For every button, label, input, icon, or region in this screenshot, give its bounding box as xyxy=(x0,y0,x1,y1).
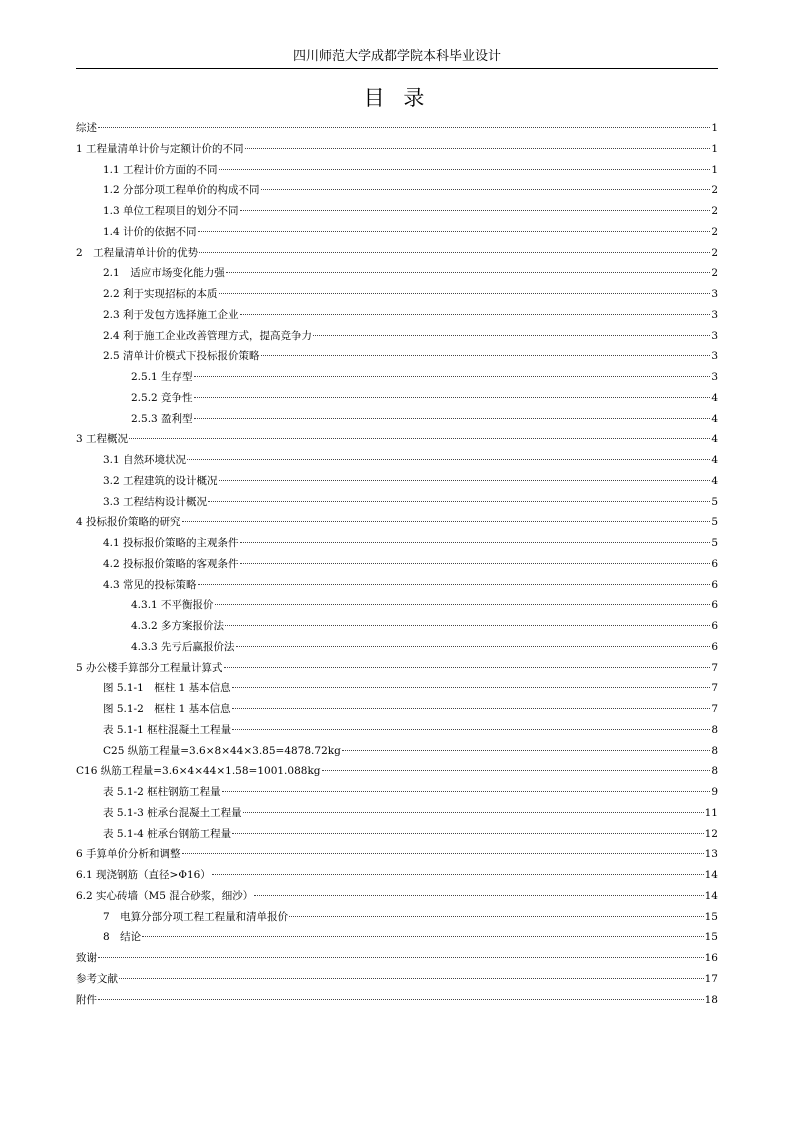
toc-entry[interactable] xyxy=(76,844,718,865)
toc-entry-label: 2.5 清单计价模式下投标报价策略 xyxy=(103,350,260,363)
dot-leader xyxy=(243,812,704,813)
toc-entry-page-number: 12 xyxy=(704,827,718,840)
dot-leader xyxy=(225,625,710,626)
dot-leader xyxy=(222,791,711,792)
dot-leader xyxy=(240,314,711,315)
toc-entry[interactable] xyxy=(76,803,718,824)
toc-entry-label: 4.3 常见的投标策略 xyxy=(103,578,197,591)
toc-entry[interactable] xyxy=(76,201,718,222)
dot-leader xyxy=(219,293,711,294)
toc-entry[interactable] xyxy=(76,180,718,201)
toc-entry[interactable] xyxy=(76,720,718,741)
toc-entry-page-number: 17 xyxy=(704,972,718,985)
toc-entry[interactable] xyxy=(76,595,718,616)
dot-leader xyxy=(194,418,711,419)
toc-entry-label: 4.3.2 多方案报价法 xyxy=(131,620,225,632)
toc-entry-label: 3.3 工程结构设计概况 xyxy=(103,495,208,508)
dot-leader xyxy=(261,189,711,190)
toc-entry-label: 附件 xyxy=(76,993,97,1006)
toc-entry[interactable] xyxy=(76,326,718,347)
toc-entry[interactable] xyxy=(76,699,718,720)
toc-entry-page-number: 14 xyxy=(704,869,718,881)
toc-entry-label: 图 5.1-1 框柱 1 基本信息 xyxy=(103,682,231,695)
toc-entry[interactable] xyxy=(76,927,718,948)
toc-entry-label: 表 5.1-2 框柱钢筋工程量 xyxy=(103,786,221,798)
toc-entry[interactable] xyxy=(76,761,718,782)
toc-entry-page-number: 3 xyxy=(711,308,718,321)
toc-entry-page-number: 2 xyxy=(711,267,718,280)
toc-entry[interactable] xyxy=(76,782,718,803)
toc-entry-page-number: 6 xyxy=(711,640,718,653)
toc-entry-page-number: 4 xyxy=(711,433,718,446)
toc-entry[interactable] xyxy=(76,990,718,1011)
toc-entry-page-number: 7 xyxy=(711,682,718,695)
toc-entry[interactable] xyxy=(76,263,718,284)
toc-entry[interactable] xyxy=(76,616,718,637)
dot-leader xyxy=(289,916,703,917)
toc-entry-page-number: 3 xyxy=(711,288,718,300)
toc-entry-label: 参考文献 xyxy=(76,972,118,985)
toc-entry[interactable] xyxy=(76,243,718,264)
toc-entry-page-number: 4 xyxy=(711,391,718,404)
toc-entry-page-number: 1 xyxy=(711,163,718,176)
dot-leader xyxy=(232,729,710,730)
toc-entry-label: 1.4 计价的依据不同 xyxy=(103,225,197,238)
toc-entry-page-number: 3 xyxy=(711,329,718,342)
toc-entry[interactable] xyxy=(76,367,718,388)
toc-entry[interactable] xyxy=(76,741,718,762)
toc-entry-page-number: 8 xyxy=(711,723,718,736)
toc-entry-label: 3.1 自然环境状况 xyxy=(103,454,187,466)
toc-entry-label: 2.2 利于实现招标的本质 xyxy=(103,288,218,300)
toc-entry-label: C25 纵筋工程量=3.6×8×44×3.85=4878.72kg xyxy=(103,744,341,757)
toc-entry-label: 3.2 工程建筑的设计概况 xyxy=(103,474,218,487)
toc-entry[interactable] xyxy=(76,865,718,886)
dot-leader xyxy=(232,708,711,709)
toc-entry-page-number: 6 xyxy=(711,557,718,570)
toc-title: 目 录 xyxy=(363,86,431,110)
toc-entry[interactable] xyxy=(76,824,718,845)
dot-leader xyxy=(129,438,710,439)
toc-entry-page-number: 8 xyxy=(711,765,718,778)
toc-entry-label: 2.3 利于发包方选择施工企业 xyxy=(103,308,239,321)
toc-entry[interactable] xyxy=(76,658,718,679)
toc-entry-label: 4 投标报价策略的研究 xyxy=(76,516,181,529)
toc-entry[interactable] xyxy=(76,222,718,243)
dot-leader xyxy=(240,563,711,564)
toc-entry-page-number: 9 xyxy=(711,786,718,798)
toc-entry-page-number: 1 xyxy=(711,122,718,134)
dot-leader xyxy=(199,252,710,253)
toc-entry[interactable] xyxy=(76,305,718,326)
toc-entry-label: 1.3 单位工程项目的划分不同 xyxy=(103,205,239,217)
dot-leader xyxy=(254,895,703,896)
dot-leader xyxy=(212,874,704,875)
toc-entry-label: 5 办公楼手算部分工程量计算式 xyxy=(76,661,223,674)
toc-entry-label: 综述 xyxy=(76,122,97,134)
toc-entry[interactable] xyxy=(76,948,718,969)
running-header: 四川师范大学成都学院本科毕业设计 xyxy=(292,49,501,64)
toc-entry-page-number: 14 xyxy=(704,889,718,902)
toc-entry[interactable] xyxy=(76,969,718,990)
dot-leader xyxy=(198,584,711,585)
dot-leader xyxy=(187,459,710,460)
dot-leader xyxy=(342,750,710,751)
toc-entry[interactable] xyxy=(76,575,718,596)
dot-leader xyxy=(240,210,711,211)
toc-entry-label: 7 电算分部分项工程工程量和清单报价 xyxy=(103,910,289,923)
toc-entry-label: 1.1 工程计价方面的不同 xyxy=(103,163,218,176)
dot-leader xyxy=(322,770,711,771)
toc-list xyxy=(76,118,718,1010)
toc-entry-page-number: 5 xyxy=(711,537,718,549)
toc-entry-page-number: 7 xyxy=(711,661,718,674)
toc-entry-page-number: 6 xyxy=(711,578,718,591)
dot-leader xyxy=(232,687,711,688)
dot-leader xyxy=(240,542,711,543)
dot-leader xyxy=(261,355,711,356)
toc-entry-label: 4.1 投标报价策略的主观条件 xyxy=(103,537,239,549)
toc-entry-label: 6.2 实心砖墙（M5 混合砂浆，细沙） xyxy=(76,889,254,902)
toc-entry-page-number: 16 xyxy=(704,952,718,964)
toc-entry-label: 表 5.1-1 框柱混凝土工程量 xyxy=(103,723,232,736)
toc-entry-label: 致谢 xyxy=(76,952,97,964)
dot-leader xyxy=(98,957,704,958)
toc-entry[interactable] xyxy=(76,533,718,554)
dot-leader xyxy=(215,604,711,605)
toc-entry-page-number: 15 xyxy=(704,931,718,944)
toc-entry[interactable] xyxy=(76,284,718,305)
toc-entry-label: C16 纵筋工程量=3.6×4×44×1.58=1001.088kg xyxy=(76,765,321,778)
toc-entry-page-number: 6 xyxy=(711,620,718,632)
dot-leader xyxy=(182,521,711,522)
toc-entry-page-number: 2 xyxy=(711,246,718,259)
toc-entry-label: 表 5.1-4 桩承台钢筋工程量 xyxy=(103,827,232,840)
toc-entry-label: 4.3.1 不平衡报价 xyxy=(131,599,214,612)
toc-entry-page-number: 15 xyxy=(704,910,718,923)
toc-entry-label: 4.3.3 先亏后赢报价法 xyxy=(131,640,235,653)
header-rule xyxy=(76,68,718,69)
toc-entry-label: 1.2 分部分项工程单价的构成不同 xyxy=(103,184,260,197)
dot-leader xyxy=(194,397,711,398)
dot-leader xyxy=(245,148,711,149)
toc-entry-label: 8 结论 xyxy=(103,931,142,944)
dot-leader xyxy=(142,936,703,937)
toc-entry-page-number: 7 xyxy=(711,703,718,715)
toc-entry-page-number: 5 xyxy=(711,516,718,529)
toc-entry-page-number: 18 xyxy=(704,993,718,1006)
toc-entry-label: 6 手算单价分析和调整 xyxy=(76,848,181,861)
dot-leader xyxy=(219,169,711,170)
toc-entry-label: 4.2 投标报价策略的客观条件 xyxy=(103,557,239,570)
dot-leader xyxy=(232,833,704,834)
toc-entry-label: 2 工程量清单计价的优势 xyxy=(76,246,199,259)
toc-entry-page-number: 6 xyxy=(711,599,718,612)
toc-entry-page-number: 3 xyxy=(711,350,718,363)
toc-entry-page-number: 4 xyxy=(711,412,718,425)
toc-entry[interactable] xyxy=(76,118,718,139)
dot-leader xyxy=(182,853,704,854)
toc-entry[interactable] xyxy=(76,907,718,928)
toc-entry-page-number: 2 xyxy=(711,184,718,197)
toc-entry[interactable] xyxy=(76,554,718,575)
toc-entry-page-number: 11 xyxy=(704,806,718,819)
toc-entry-label: 3 工程概况 xyxy=(76,433,129,446)
toc-entry-page-number: 2 xyxy=(711,205,718,217)
toc-entry[interactable] xyxy=(76,139,718,160)
toc-entry-page-number: 3 xyxy=(711,371,718,383)
toc-entry-page-number: 13 xyxy=(704,848,718,861)
toc-entry-page-number: 5 xyxy=(711,495,718,508)
toc-entry-label: 1 工程量清单计价与定额计价的不同 xyxy=(76,142,244,155)
dot-leader xyxy=(194,376,711,377)
dot-leader xyxy=(224,667,711,668)
toc-entry-page-number: 8 xyxy=(711,744,718,757)
toc-entry-page-number: 2 xyxy=(711,225,718,238)
dot-leader xyxy=(98,127,710,128)
dot-leader xyxy=(119,978,704,979)
toc-entry-page-number: 1 xyxy=(711,142,718,155)
toc-entry-label: 2.5.3 盈利型 xyxy=(131,412,193,425)
toc-entry-label: 6.1 现浇钢筋（直径>Φ16） xyxy=(76,869,211,881)
toc-entry[interactable] xyxy=(76,471,718,492)
toc-entry-label: 2.5.2 竞争性 xyxy=(131,391,193,404)
toc-entry-page-number: 4 xyxy=(711,474,718,487)
toc-entry[interactable] xyxy=(76,429,718,450)
toc-entry[interactable] xyxy=(76,450,718,471)
toc-entry[interactable] xyxy=(76,637,718,658)
dot-leader xyxy=(313,335,710,336)
toc-entry[interactable] xyxy=(76,388,718,409)
dot-leader xyxy=(198,231,711,232)
dot-leader xyxy=(98,999,704,1000)
toc-entry[interactable] xyxy=(76,886,718,907)
dot-leader xyxy=(219,480,711,481)
toc-entry-label: 图 5.1-2 框柱 1 基本信息 xyxy=(103,703,231,715)
toc-entry-label: 2.4 利于施工企业改善管理方式，提高竞争力 xyxy=(103,329,313,342)
toc-entry-label: 表 5.1-3 桩承台混凝土工程量 xyxy=(103,806,242,819)
toc-entry-page-number: 4 xyxy=(711,454,718,466)
toc-entry[interactable] xyxy=(76,409,718,430)
dot-leader xyxy=(208,501,710,502)
dot-leader xyxy=(226,272,711,273)
toc-entry[interactable] xyxy=(76,160,718,181)
toc-entry-label: 2.1 适应市场变化能力强 xyxy=(103,267,225,280)
toc-entry[interactable] xyxy=(76,678,718,699)
toc-entry[interactable] xyxy=(76,512,718,533)
toc-entry[interactable] xyxy=(76,346,718,367)
dot-leader xyxy=(236,646,711,647)
toc-entry-label: 2.5.1 生存型 xyxy=(131,371,193,383)
toc-entry[interactable] xyxy=(76,492,718,513)
